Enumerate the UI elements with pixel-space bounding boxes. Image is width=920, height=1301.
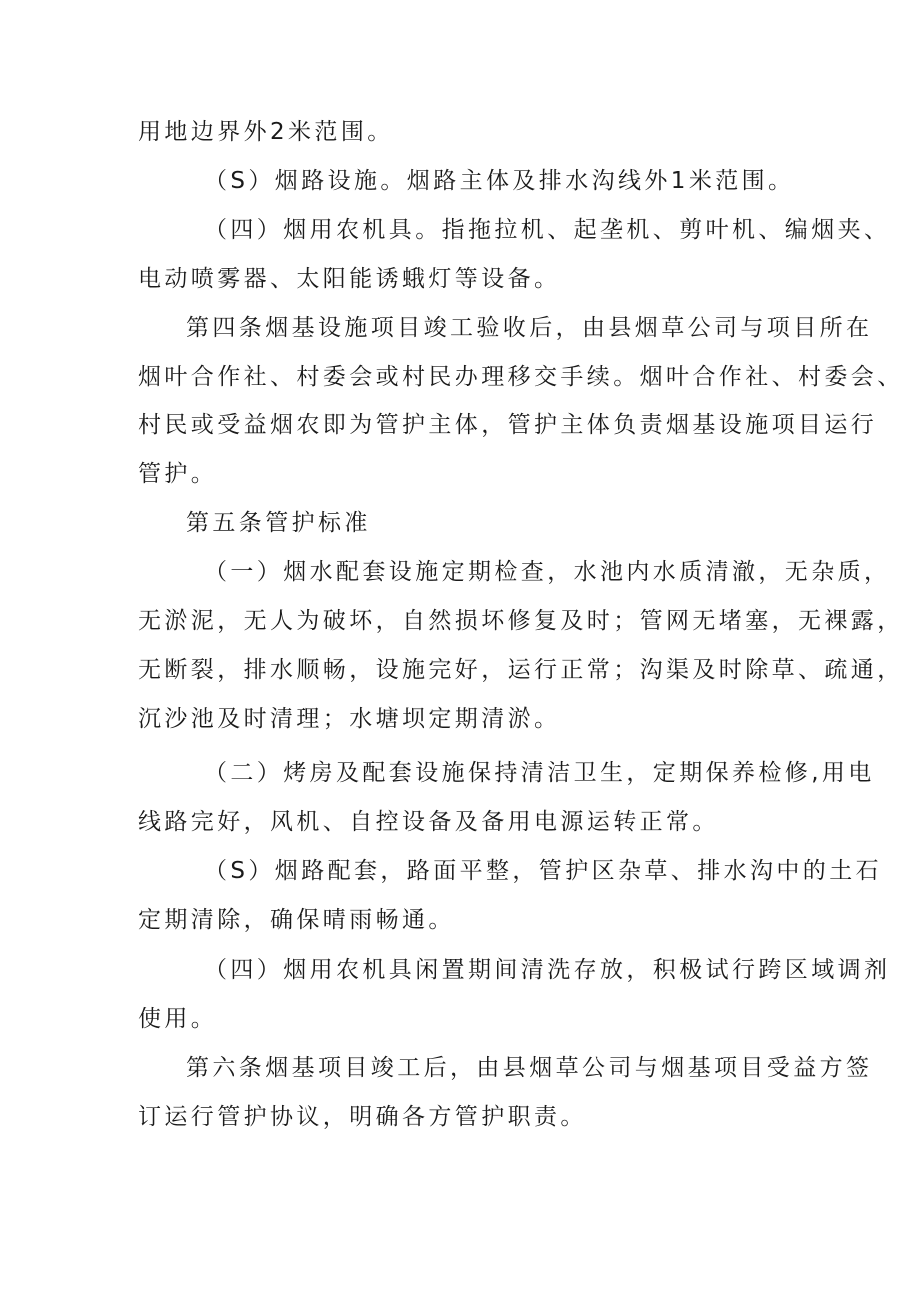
text-line: 管护。 (138, 461, 218, 487)
text-line: （四）烟用农机具闲置期间清洗存放，积极试行跨区域调剂 (204, 957, 891, 983)
text-line: 无断裂，排水顺畅，设施完好，运行正常；沟渠及时除草、疏通， (138, 657, 904, 683)
text-line: 订运行管护协议，明确各方管护职责。 (138, 1104, 587, 1130)
text-line: （一）烟水配套设施定期检查，水池内水质清澈，无杂质， (204, 559, 891, 585)
section-heading: 第五条管护标准 (186, 510, 371, 536)
text-line: （四）烟用农机具。指拖拉机、起垄机、剪叶机、编烟夹、 (204, 217, 891, 243)
text-line: 烟叶合作社、村委会或村民办理移交手续。烟叶合作社、村委会、 (138, 364, 904, 390)
text-line: 定期清除，确保晴雨畅通。 (138, 907, 455, 933)
text-line: （S）烟路设施。烟路主体及排水沟线外1米范围。 (204, 168, 795, 194)
text-line: 村民或受益烟农即为管护主体，管护主体负责烟基设施项目运行 (138, 412, 878, 438)
text-line: 用地边界外2米范围。 (138, 119, 394, 145)
text-line: 无淤泥，无人为破坏，自然损坏修复及时；管网无堵塞，无裸露， (138, 608, 904, 634)
text-line: 线路完好，风机、自控设备及备用电源运转正常。 (138, 809, 719, 835)
text-line: 第六条烟基项目竣工后，由县烟草公司与烟基项目受益方签 (186, 1055, 873, 1081)
text-line: 使用。 (138, 1006, 218, 1032)
text-line: 第四条烟基设施项目竣工验收后，由县烟草公司与项目所在 (186, 315, 873, 341)
text-line: （S）烟路配套，路面平整，管护区杂草、排水沟中的土石 (204, 858, 882, 884)
text-line: 电动喷雾器、太阳能诱蛾灯等设备。 (138, 266, 561, 292)
text-line: 沉沙池及时清理；水塘坝定期清淤。 (138, 706, 561, 732)
text-line: （二）烤房及配套设施保持清洁卫生，定期保养检修,用电 (204, 760, 875, 786)
